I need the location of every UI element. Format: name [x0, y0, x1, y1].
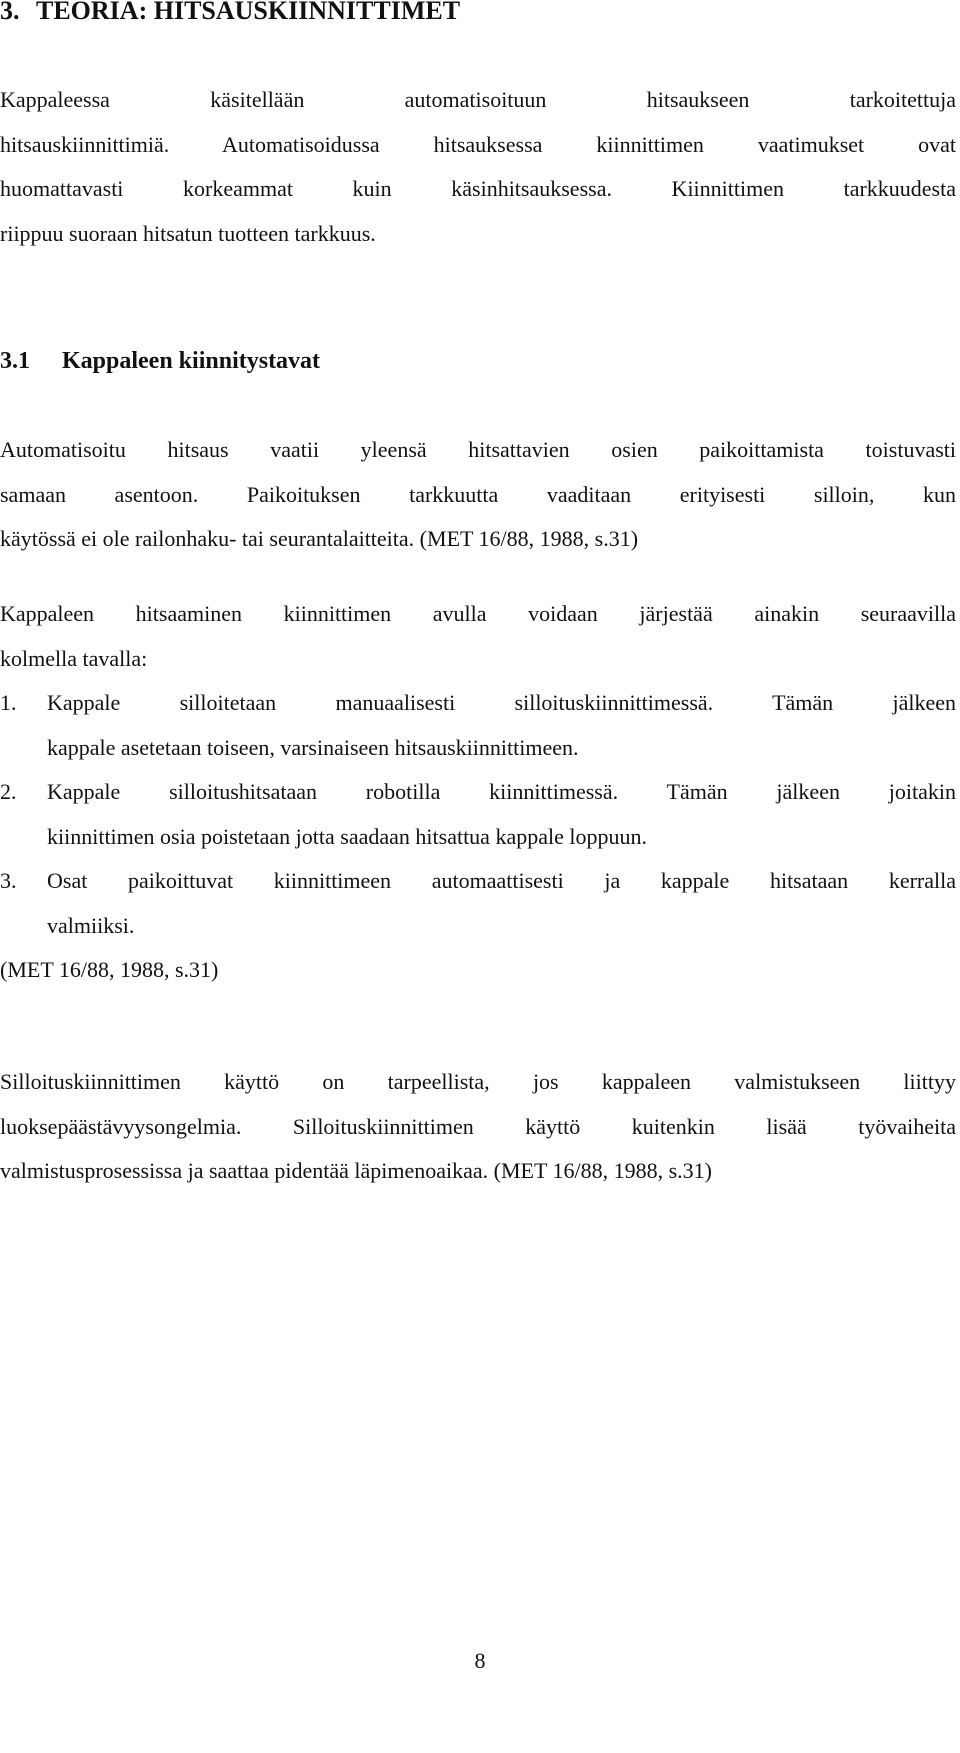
methods-list	[0, 681, 956, 948]
list-reference	[0, 948, 956, 993]
text-line: Kappale silloitetaan manuaalisesti silloituskiinnittimessä. Tämän jälkeen	[47, 690, 956, 715]
text-line: kiinnittimen osia poistetaan jotta saadaan hitsattua kappale loppuun.	[47, 823, 647, 849]
text-line: samaan asentoon. Paikoituksen tarkkuutta vaaditaan erityisesti silloin, kun	[0, 481, 956, 507]
text-line: riippuu suoraan hitsatun tuotteen tarkkuus.	[0, 220, 376, 246]
list-marker: 3.	[0, 868, 17, 893]
list-item	[0, 681, 956, 770]
text-line: Automatisoitu hitsaus vaatii yleensä hitsattavien osien paikoittamista toistuvasti	[0, 437, 956, 462]
reference-text: (MET 16/88, 1988, s.31)	[0, 957, 219, 982]
paragraph-tacking-fixture	[0, 1060, 956, 1194]
list-item	[0, 770, 956, 859]
section-number: 3.1	[0, 348, 30, 374]
text-line: käytössä ei ole railonhaku- tai seurantalaitteita. (MET 16/88, 1988, s.31)	[0, 526, 639, 551]
chapter-number: 3.	[0, 0, 20, 25]
page-number: 8	[474, 1648, 486, 1673]
text-line: Osat paikoittuvat kiinnittimeen automaattisesti ja kappale hitsataan kerralla	[47, 868, 956, 893]
text-line: huomattavasti korkeammat kuin käsinhitsauksessa. Kiinnittimen tarkkuudesta	[0, 176, 956, 201]
text-line: hitsauskiinnittimiä. Automatisoidussa hitsauksessa kiinnittimen vaatimukset ovat	[0, 131, 956, 157]
section-heading	[0, 348, 320, 375]
text-line: luoksepäästävyysongelmia. Silloituskiinnittimen käyttö kuitenkin lisää työvaiheita	[0, 1113, 956, 1139]
text-line: Silloituskiinnittimen käyttö on tarpeellista, jos kappaleen valmistukseen liittyy	[0, 1069, 956, 1094]
text-line: kappale asetetaan toiseen, varsinaiseen hitsauskiinnittimeen.	[47, 734, 579, 760]
text-line: kolmella tavalla:	[0, 645, 148, 671]
chapter-heading	[0, 0, 460, 26]
list-item	[0, 859, 956, 948]
text-line: Kappaleessa käsitellään automatisoituun hitsaukseen tarkoitettuja	[0, 87, 956, 112]
text-line: Kappaleen hitsaaminen kiinnittimen avulla voidaan järjestää ainakin seuraavilla	[0, 601, 956, 626]
chapter-title: TEORIA: HITSAUSKIINNITTIMET	[36, 0, 461, 25]
paragraph-positioning	[0, 428, 956, 562]
paragraph-methods-intro	[0, 592, 956, 681]
text-line: Kappale silloitushitsataan robotilla kiinnittimessä. Tämän jälkeen joitakin	[47, 779, 956, 804]
text-line: valmiiksi.	[47, 912, 135, 938]
intro-paragraph	[0, 78, 956, 256]
list-marker: 1.	[0, 690, 17, 715]
list-marker: 2.	[0, 779, 17, 804]
text-line: valmistusprosessissa ja saattaa pidentää läpimenoaikaa. (MET 16/88, 1988, s.31)	[0, 1158, 712, 1183]
section-title: Kappaleen kiinnitystavat	[62, 348, 321, 374]
